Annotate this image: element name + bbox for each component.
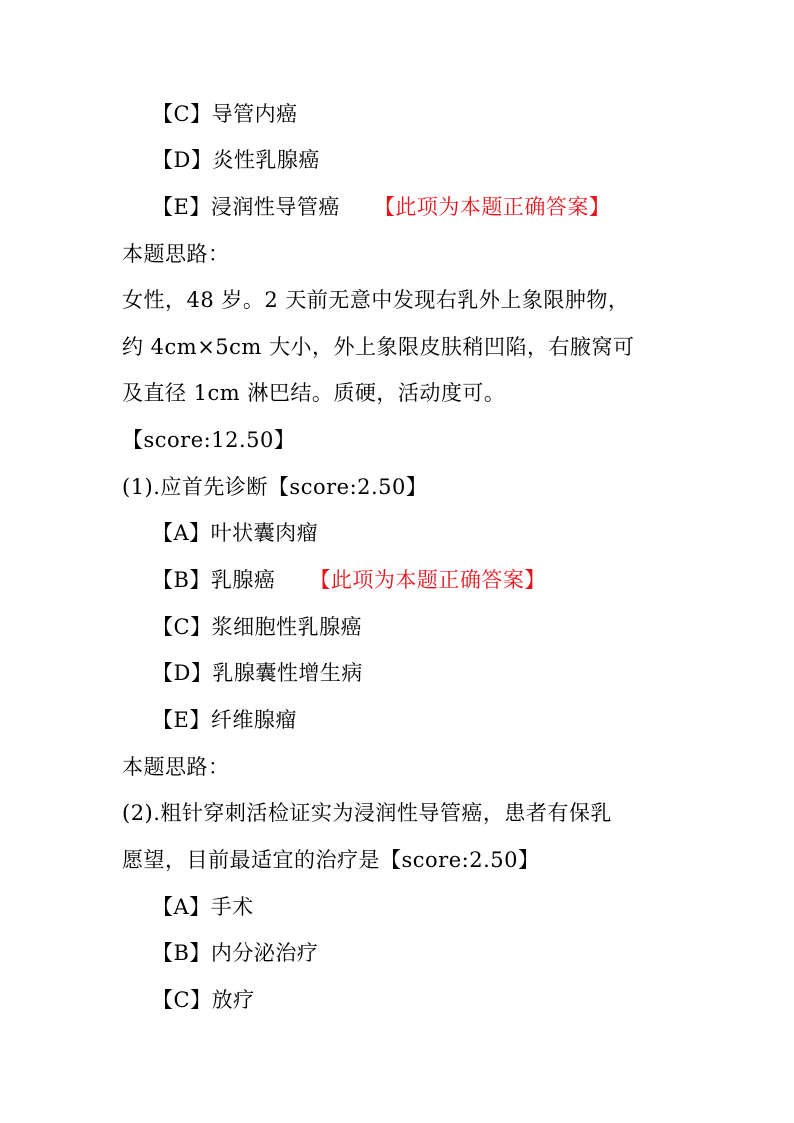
question-2-line-2: 愿望，目前最适宜的治疗是【score:2.50】 [122, 848, 540, 872]
option-c-text: 【C】导管内癌 [152, 102, 298, 126]
question-1: (1).应首先诊断【score:2.50】 [122, 475, 428, 499]
correct-answer-marker: 【此项为本题正确答案】 [309, 568, 546, 592]
q1-option-a: 【A】叶状囊肉瘤 [152, 521, 319, 545]
question-2-line-1: (2).粗针穿刺活检证实为浸润性导管癌，患者有保乳 [122, 801, 612, 825]
solution-heading-2: 本题思路： [122, 755, 230, 779]
q1-option-b-line [152, 568, 546, 592]
option-e-text: 【E】浸润性导管癌 [152, 195, 340, 219]
q2-option-b: 【B】内分泌治疗 [152, 941, 319, 965]
option-e-line [152, 195, 610, 219]
q1-option-c: 【C】浆细胞性乳腺癌 [152, 615, 363, 639]
q2-option-c: 【C】放疗 [152, 988, 255, 1012]
case-text-line-3: 及直径 1cm 淋巴结。质硬，活动度可。 [122, 381, 506, 405]
option-c-line [152, 102, 298, 126]
q1-option-e: 【E】纤维腺瘤 [152, 708, 297, 732]
option-d-line [152, 148, 320, 172]
option-d-text: 【D】炎性乳腺癌 [152, 148, 320, 172]
correct-answer-marker: 【此项为本题正确答案】 [373, 195, 611, 219]
score-total: 【score:12.50】 [122, 428, 296, 452]
solution-heading: 本题思路： [122, 242, 230, 266]
case-text-line-1: 女性，48 岁。2 天前无意中发现右乳外上象限肿物， [122, 288, 630, 312]
case-text-line-2: 约 4cm×5cm 大小，外上象限皮肤稍凹陷，右腋窝可 [122, 335, 635, 359]
q1-option-d: 【D】乳腺囊性增生病 [152, 661, 363, 685]
q2-option-a: 【A】手术 [152, 895, 254, 919]
q1-option-b: 【B】乳腺癌 [152, 568, 276, 592]
